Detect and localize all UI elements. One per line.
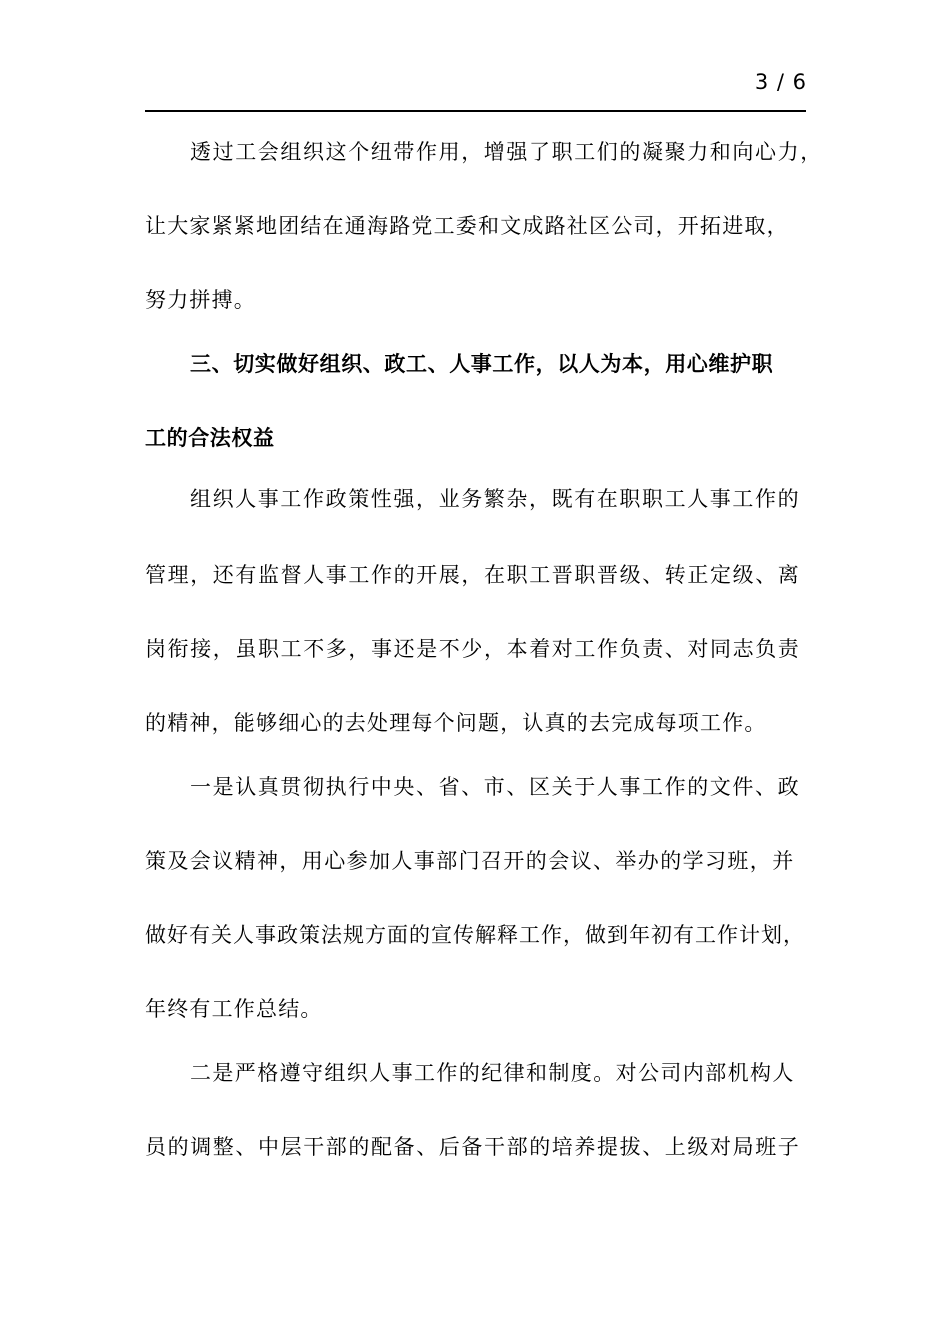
page-number: 3 / 6 [754,70,807,94]
paragraph-line: 做好有关人事政策法规方面的宣传解释工作，做到年初有工作计划， [145,923,805,947]
paragraph-line: 的精神，能够细心的去处理每个问题，认真的去完成每项工作。 [145,711,767,735]
section-heading-line: 工的合法权益 [145,426,275,450]
header-rule [145,110,806,112]
paragraph-line: 透过工会组织这个纽带作用，增强了职工们的凝聚力和向心力， [190,140,823,164]
paragraph-line: 年终有工作总结。 [145,997,323,1021]
paragraph-line: 一是认真贯彻执行中央、省、市、区关于人事工作的文件、政 [190,775,801,799]
paragraph-line: 二是严格遵守组织人事工作的纪律和制度。对公司内部机构人 [190,1061,795,1085]
section-heading-line: 三、切实做好组织、政工、人事工作，以人为本，用心维护职 [190,352,774,376]
paragraph-line: 岗衔接，虽职工不多，事还是不少，本着对工作负责、对同志负责 [145,637,801,661]
paragraph-line: 努力拼搏。 [145,288,256,312]
paragraph-line: 管理，还有监督人事工作的开展，在职工晋职晋级、转正定级、离 [145,563,801,587]
paragraph-line: 策及会议精神，用心参加人事部门召开的会议、举办的学习班，并 [145,849,795,873]
paragraph-line: 员的调整、中层干部的配备、后备干部的培养提拔、上级对局班子 [145,1135,801,1159]
paragraph-line: 让大家紧紧地团结在通海路党工委和文成路社区公司，开拓进取， [145,214,789,238]
paragraph-line: 组织人事工作政策性强，业务繁杂，既有在职职工人事工作的 [190,487,801,511]
